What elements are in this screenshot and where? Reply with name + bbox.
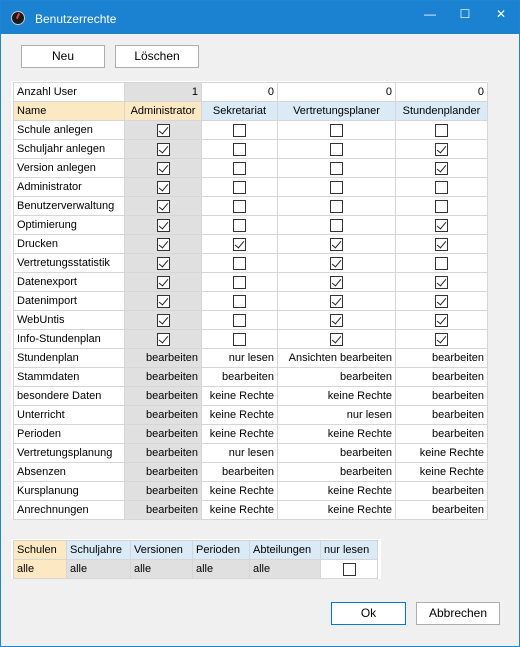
checkbox-unchecked-icon[interactable] <box>330 219 343 232</box>
checkbox-checked-icon[interactable] <box>330 314 343 327</box>
permission-cell-stundenplander <box>396 159 488 178</box>
scope-table <box>13 540 378 579</box>
permission-name: Drucken <box>14 235 125 254</box>
permission-cell-administrator <box>125 311 202 330</box>
checkbox-checked-icon[interactable] <box>157 276 170 289</box>
access-level-vertretungsplaner[interactable]: keine Rechte <box>278 501 396 520</box>
access-level-vertretungsplaner[interactable]: keine Rechte <box>278 387 396 406</box>
access-level-sekretariat[interactable]: keine Rechte <box>202 387 278 406</box>
permissions-table <box>13 82 488 520</box>
user-count-administrator: 1 <box>125 83 202 102</box>
permission-cell-sekretariat <box>202 330 278 349</box>
permission-cell-administrator <box>125 330 202 349</box>
access-level-sekretariat[interactable]: keine Rechte <box>202 406 278 425</box>
checkbox-checked-icon[interactable] <box>157 219 170 232</box>
access-level-row <box>14 349 488 368</box>
permission-cell-stundenplander <box>396 311 488 330</box>
access-area-name: Perioden <box>14 425 125 444</box>
scope-header-perioden: Perioden <box>193 541 250 560</box>
permission-cell-administrator <box>125 216 202 235</box>
permission-name: Version anlegen <box>14 159 125 178</box>
checkbox-checked-icon[interactable] <box>157 143 170 156</box>
permission-cell-stundenplander <box>396 292 488 311</box>
checkbox-unchecked-icon[interactable] <box>233 181 246 194</box>
access-level-row <box>14 368 488 387</box>
permission-cell-administrator <box>125 140 202 159</box>
checkbox-checked-icon[interactable] <box>435 333 448 346</box>
checkbox-checked-icon[interactable] <box>233 238 246 251</box>
checkbox-unchecked-icon[interactable] <box>233 333 246 346</box>
maximize-button[interactable]: ☐ <box>459 7 471 21</box>
checkbox-checked-icon[interactable] <box>157 162 170 175</box>
scope-value-schulen[interactable]: alle <box>14 560 67 579</box>
access-level-vertretungsplaner[interactable]: keine Rechte <box>278 482 396 501</box>
checkbox-unchecked-icon[interactable] <box>233 295 246 308</box>
access-level-stundenplander[interactable]: bearbeiten <box>396 368 488 387</box>
permission-name: Info-Stundenplan <box>14 330 125 349</box>
access-level-stundenplander[interactable]: bearbeiten <box>396 425 488 444</box>
scope-value-versionen[interactable]: alle <box>131 560 193 579</box>
permission-name: Schuljahr anlegen <box>14 140 125 159</box>
permission-cell-vertretungsplaner <box>278 311 396 330</box>
permission-cell-stundenplander <box>396 235 488 254</box>
title-bar <box>1 1 519 34</box>
permission-row <box>14 216 488 235</box>
permission-row <box>14 140 488 159</box>
user-count-stundenplander: 0 <box>396 83 488 102</box>
checkbox-unchecked-icon[interactable] <box>233 200 246 213</box>
permission-cell-stundenplander <box>396 178 488 197</box>
permission-row <box>14 273 488 292</box>
checkbox-checked-icon[interactable] <box>157 295 170 308</box>
checkbox-checked-icon[interactable] <box>435 162 448 175</box>
checkbox-unchecked-icon[interactable] <box>330 181 343 194</box>
checkbox-unchecked-icon[interactable] <box>330 200 343 213</box>
permission-cell-stundenplander <box>396 273 488 292</box>
permission-cell-vertretungsplaner <box>278 235 396 254</box>
scope-value-perioden[interactable]: alle <box>193 560 250 579</box>
access-level-row <box>14 482 488 501</box>
permissions-grid <box>11 81 491 518</box>
read-only-checkbox[interactable] <box>343 563 356 576</box>
permission-row <box>14 197 488 216</box>
access-level-vertretungsplaner[interactable]: keine Rechte <box>278 425 396 444</box>
access-level-row <box>14 501 488 520</box>
access-level-stundenplander[interactable]: bearbeiten <box>396 387 488 406</box>
access-area-name: besondere Daten <box>14 387 125 406</box>
checkbox-checked-icon[interactable] <box>435 143 448 156</box>
permission-cell-sekretariat <box>202 311 278 330</box>
access-area-name: Absenzen <box>14 463 125 482</box>
access-level-vertretungsplaner[interactable]: Ansichten bearbeiten <box>278 349 396 368</box>
permission-row <box>14 254 488 273</box>
access-area-name: Stundenplan <box>14 349 125 368</box>
checkbox-checked-icon[interactable] <box>435 219 448 232</box>
access-level-sekretariat[interactable]: bearbeiten <box>202 463 278 482</box>
scope-grid <box>11 539 507 589</box>
permission-cell-sekretariat <box>202 121 278 140</box>
permission-row <box>14 292 488 311</box>
permission-cell-administrator <box>125 254 202 273</box>
access-level-stundenplander[interactable]: bearbeiten <box>396 501 488 520</box>
access-level-administrator[interactable]: bearbeiten <box>125 349 202 368</box>
scope-header-row <box>14 541 378 560</box>
permission-cell-sekretariat <box>202 178 278 197</box>
checkbox-unchecked-icon[interactable] <box>435 200 448 213</box>
clock-icon <box>11 11 25 25</box>
scope-header-abteilungen: Abteilungen <box>250 541 321 560</box>
delete-button[interactable]: Löschen <box>115 45 199 68</box>
checkbox-unchecked-icon[interactable] <box>233 276 246 289</box>
access-level-administrator[interactable]: bearbeiten <box>125 387 202 406</box>
access-level-administrator[interactable]: bearbeiten <box>125 406 202 425</box>
permission-cell-vertretungsplaner <box>278 273 396 292</box>
scope-header-schulen: Schulen <box>14 541 67 560</box>
access-level-administrator[interactable]: bearbeiten <box>125 444 202 463</box>
access-level-row <box>14 444 488 463</box>
checkbox-checked-icon[interactable] <box>435 295 448 308</box>
permission-cell-stundenplander <box>396 140 488 159</box>
access-level-administrator[interactable]: bearbeiten <box>125 463 202 482</box>
permission-cell-administrator <box>125 235 202 254</box>
permission-cell-administrator <box>125 178 202 197</box>
checkbox-unchecked-icon[interactable] <box>330 143 343 156</box>
permission-cell-sekretariat <box>202 273 278 292</box>
permission-cell-vertretungsplaner <box>278 121 396 140</box>
permission-cell-vertretungsplaner <box>278 159 396 178</box>
access-level-row <box>14 406 488 425</box>
role-header-stundenplander[interactable]: Stundenplander <box>396 102 488 121</box>
permission-cell-stundenplander <box>396 254 488 273</box>
permission-row <box>14 159 488 178</box>
role-header-vertretungsplaner[interactable]: Vertretungsplaner <box>278 102 396 121</box>
checkbox-checked-icon[interactable] <box>330 276 343 289</box>
access-level-row <box>14 463 488 482</box>
permission-name: Administrator <box>14 178 125 197</box>
permission-name: Vertretungsstatistik <box>14 254 125 273</box>
close-button[interactable]: ✕ <box>495 7 507 21</box>
name-column-header: Name <box>14 102 125 121</box>
checkbox-unchecked-icon[interactable] <box>233 143 246 156</box>
permission-cell-vertretungsplaner <box>278 197 396 216</box>
permission-cell-sekretariat <box>202 216 278 235</box>
checkbox-checked-icon[interactable] <box>157 124 170 137</box>
permission-row <box>14 311 488 330</box>
access-level-administrator[interactable]: bearbeiten <box>125 482 202 501</box>
role-header-sekretariat[interactable]: Sekretariat <box>202 102 278 121</box>
checkbox-checked-icon[interactable] <box>435 314 448 327</box>
checkbox-checked-icon[interactable] <box>330 295 343 308</box>
access-area-name: Kursplanung <box>14 482 125 501</box>
checkbox-unchecked-icon[interactable] <box>233 124 246 137</box>
scope-value-row <box>14 560 378 579</box>
access-level-sekretariat[interactable]: nur lesen <box>202 349 278 368</box>
permission-cell-stundenplander <box>396 330 488 349</box>
minimize-button[interactable]: — <box>424 7 436 21</box>
permission-cell-vertretungsplaner <box>278 178 396 197</box>
access-level-administrator[interactable]: bearbeiten <box>125 368 202 387</box>
checkbox-unchecked-icon[interactable] <box>330 162 343 175</box>
access-level-vertretungsplaner[interactable]: nur lesen <box>278 406 396 425</box>
access-level-administrator[interactable]: bearbeiten <box>125 501 202 520</box>
cancel-button[interactable]: Abbrechen <box>416 602 500 625</box>
access-level-vertretungsplaner[interactable]: bearbeiten <box>278 368 396 387</box>
permission-cell-administrator <box>125 121 202 140</box>
user-count-sekretariat: 0 <box>202 83 278 102</box>
window-title: Benutzerrechte <box>35 12 117 26</box>
permission-name: Schule anlegen <box>14 121 125 140</box>
access-level-stundenplander[interactable]: keine Rechte <box>396 463 488 482</box>
access-level-stundenplander[interactable]: bearbeiten <box>396 482 488 501</box>
checkbox-checked-icon[interactable] <box>435 276 448 289</box>
ok-button[interactable]: Ok <box>331 602 406 625</box>
checkbox-unchecked-icon[interactable] <box>435 124 448 137</box>
permission-cell-vertretungsplaner <box>278 216 396 235</box>
checkbox-checked-icon[interactable] <box>330 333 343 346</box>
permission-row <box>14 121 488 140</box>
permission-cell-sekretariat <box>202 159 278 178</box>
scope-read-only-cell <box>321 560 378 579</box>
checkbox-checked-icon[interactable] <box>157 333 170 346</box>
role-header-administrator[interactable]: Administrator <box>125 102 202 121</box>
user-count-vertretungsplaner: 0 <box>278 83 396 102</box>
permission-name: Datenimport <box>14 292 125 311</box>
permission-cell-sekretariat <box>202 140 278 159</box>
permission-cell-vertretungsplaner <box>278 254 396 273</box>
checkbox-unchecked-icon[interactable] <box>233 219 246 232</box>
permission-cell-administrator <box>125 159 202 178</box>
permission-cell-stundenplander <box>396 197 488 216</box>
access-level-sekretariat[interactable]: keine Rechte <box>202 501 278 520</box>
permission-cell-sekretariat <box>202 254 278 273</box>
permission-cell-vertretungsplaner <box>278 292 396 311</box>
permission-cell-sekretariat <box>202 235 278 254</box>
access-level-stundenplander[interactable]: keine Rechte <box>396 444 488 463</box>
access-level-sekretariat[interactable]: nur lesen <box>202 444 278 463</box>
checkbox-checked-icon[interactable] <box>157 181 170 194</box>
checkbox-checked-icon[interactable] <box>157 200 170 213</box>
user-count-row <box>14 83 488 102</box>
access-level-stundenplander[interactable]: bearbeiten <box>396 349 488 368</box>
checkbox-unchecked-icon[interactable] <box>435 181 448 194</box>
access-level-sekretariat[interactable]: keine Rechte <box>202 425 278 444</box>
new-button[interactable]: Neu <box>21 45 105 68</box>
scope-value-schuljahre[interactable]: alle <box>67 560 131 579</box>
permission-cell-administrator <box>125 273 202 292</box>
checkbox-checked-icon[interactable] <box>157 257 170 270</box>
permission-cell-administrator <box>125 292 202 311</box>
access-level-vertretungsplaner[interactable]: bearbeiten <box>278 444 396 463</box>
checkbox-unchecked-icon[interactable] <box>435 257 448 270</box>
permission-name: Benutzerverwaltung <box>14 197 125 216</box>
permission-row <box>14 178 488 197</box>
permission-name: Optimierung <box>14 216 125 235</box>
scope-header-nur-lesen: nur lesen <box>321 541 378 560</box>
permission-cell-sekretariat <box>202 292 278 311</box>
scope-header-versionen: Versionen <box>131 541 193 560</box>
access-level-stundenplander[interactable]: bearbeiten <box>396 406 488 425</box>
access-level-sekretariat[interactable]: keine Rechte <box>202 482 278 501</box>
access-area-name: Unterricht <box>14 406 125 425</box>
scope-header-schuljahre: Schuljahre <box>67 541 131 560</box>
access-area-name: Vertretungsplanung <box>14 444 125 463</box>
role-header-row <box>14 102 488 121</box>
checkbox-checked-icon[interactable] <box>435 238 448 251</box>
permission-cell-stundenplander <box>396 216 488 235</box>
permission-name: WebUntis <box>14 311 125 330</box>
checkbox-checked-icon[interactable] <box>330 257 343 270</box>
access-area-name: Anrechnungen <box>14 501 125 520</box>
permission-cell-administrator <box>125 197 202 216</box>
permission-cell-sekretariat <box>202 197 278 216</box>
checkbox-checked-icon[interactable] <box>157 314 170 327</box>
permission-cell-stundenplander <box>396 121 488 140</box>
checkbox-unchecked-icon[interactable] <box>233 162 246 175</box>
permission-name: Datenexport <box>14 273 125 292</box>
access-level-sekretariat[interactable]: bearbeiten <box>202 368 278 387</box>
permission-cell-vertretungsplaner <box>278 330 396 349</box>
checkbox-checked-icon[interactable] <box>157 238 170 251</box>
permission-cell-vertretungsplaner <box>278 140 396 159</box>
access-area-name: Stammdaten <box>14 368 125 387</box>
permission-row <box>14 330 488 349</box>
access-level-vertretungsplaner[interactable]: bearbeiten <box>278 463 396 482</box>
scope-value-abteilungen[interactable]: alle <box>250 560 321 579</box>
checkbox-unchecked-icon[interactable] <box>330 124 343 137</box>
permission-row <box>14 235 488 254</box>
access-level-administrator[interactable]: bearbeiten <box>125 425 202 444</box>
access-level-row <box>14 387 488 406</box>
access-level-row <box>14 425 488 444</box>
checkbox-checked-icon[interactable] <box>330 238 343 251</box>
checkbox-unchecked-icon[interactable] <box>233 257 246 270</box>
checkbox-unchecked-icon[interactable] <box>233 314 246 327</box>
user-count-label: Anzahl User <box>14 83 125 102</box>
